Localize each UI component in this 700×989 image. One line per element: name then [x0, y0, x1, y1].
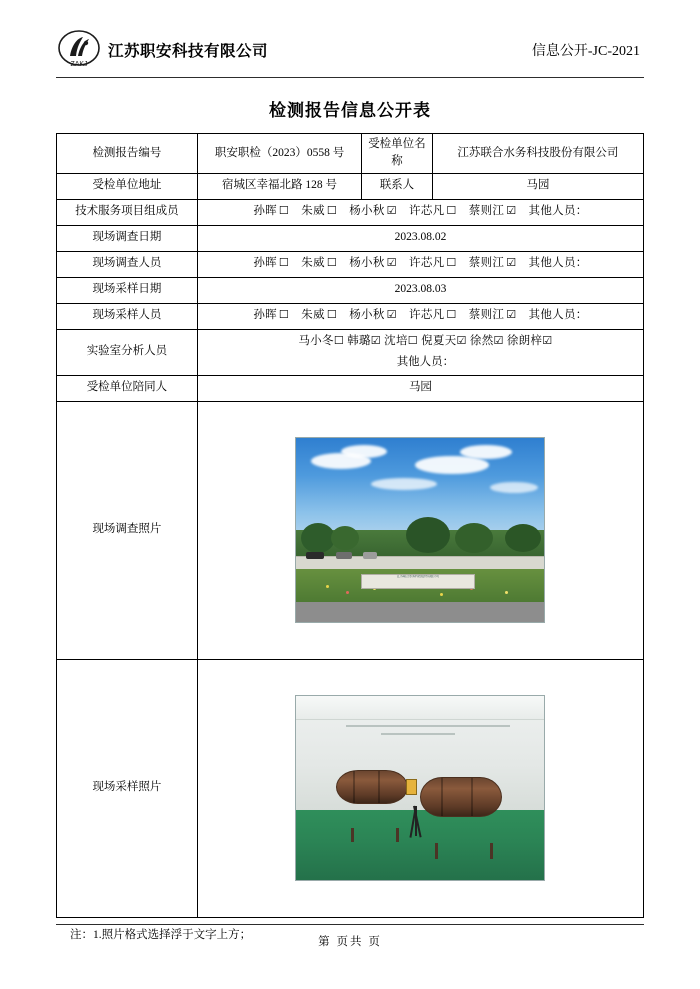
member-checkbox[interactable]: ☑: [506, 204, 517, 218]
member-checkbox[interactable]: ☐: [326, 256, 338, 270]
page-footer: 第 页共 页: [56, 924, 644, 949]
member-checkbox[interactable]: ☑: [493, 334, 504, 348]
document-code: 信息公开-JC-2021: [531, 43, 640, 59]
member-checkbox[interactable]: ☐: [446, 308, 457, 322]
contact-label: 联系人: [362, 173, 432, 199]
page-title: 检测报告信息公开表: [269, 101, 431, 120]
member-name: 杨小秋: [349, 309, 385, 322]
member-name: 韩璐: [347, 335, 371, 348]
member-checkbox[interactable]: ☑: [506, 308, 517, 322]
lab-staff-members: [197, 329, 643, 375]
member-checkbox[interactable]: ☐: [278, 308, 290, 322]
sampling-staff-members: [197, 303, 643, 329]
escort-label: 受检单位陪同人: [57, 375, 198, 401]
company-name: 江苏职安科技有限公司: [108, 42, 269, 60]
table-row: [57, 251, 644, 277]
survey-photo-image: [295, 437, 545, 623]
member-checkbox[interactable]: ☑: [456, 334, 467, 348]
table-row: [57, 173, 644, 199]
member-checkbox[interactable]: ☐: [446, 256, 457, 270]
member-name: 马小冬: [298, 335, 334, 348]
company-logo-icon: [56, 30, 102, 70]
member-name: 杨小秋: [349, 257, 385, 270]
member-name: 孙晖: [253, 309, 277, 322]
member-name: 朱威: [301, 257, 325, 270]
client-name-value: 江苏联合水务科技股份有限公司: [432, 134, 643, 174]
member-name: 蔡则江: [468, 257, 505, 270]
survey-staff-members: [197, 251, 643, 277]
member-checkbox[interactable]: ☐: [278, 256, 290, 270]
table-row: [57, 329, 644, 375]
svg-text:ZAKJ: ZAKJ: [70, 60, 88, 68]
member-other-label: 其他人员：: [528, 257, 588, 270]
lab-staff-label: 实验室分析人员: [57, 329, 198, 375]
member-name: 徐朗梓: [506, 335, 543, 348]
survey-date-label: 现场调查日期: [57, 225, 198, 251]
member-checkbox[interactable]: ☐: [333, 334, 344, 348]
tech-team-label: 技术服务项目组成员: [57, 199, 198, 225]
tech-team-members: [197, 199, 643, 225]
page-header: [56, 26, 644, 78]
survey-photo-caption: 江苏联合水务科技股份有限公司: [361, 574, 475, 589]
member-name: 倪夏天: [421, 335, 457, 348]
table-row: [57, 303, 644, 329]
sampling-date-value: 2023.08.03: [197, 277, 643, 303]
member-name: 蔡则江: [468, 205, 505, 218]
member-name: 朱威: [301, 205, 325, 218]
member-checkbox[interactable]: ☑: [542, 334, 553, 348]
header-left: [56, 30, 268, 70]
member-checkbox[interactable]: ☐: [326, 308, 338, 322]
survey-photo-cell: [197, 401, 643, 659]
member-name: 许芯凡: [409, 309, 445, 322]
sampling-staff-label: 现场采样人员: [57, 303, 198, 329]
member-checkbox[interactable]: ☑: [506, 256, 517, 270]
sampling-photo-label: 现场采样照片: [57, 659, 198, 917]
table-row: [57, 659, 644, 917]
member-checkbox[interactable]: ☐: [407, 334, 418, 348]
survey-date-value: 2023.08.02: [197, 225, 643, 251]
member-checkbox[interactable]: ☑: [370, 334, 381, 348]
member-checkbox[interactable]: ☑: [386, 308, 397, 322]
table-row: [57, 134, 644, 174]
member-name: 孙晖: [253, 205, 277, 218]
member-checkbox[interactable]: ☑: [386, 204, 397, 218]
member-name: 孙晖: [253, 257, 277, 270]
member-name: 蔡则江: [468, 309, 505, 322]
client-address-label: 受检单位地址: [57, 173, 198, 199]
survey-photo-label: 现场调查照片: [57, 401, 198, 659]
member-name: 许芯凡: [409, 205, 445, 218]
member-other-label: 其他人员：: [528, 205, 588, 218]
sampling-photo-image: [295, 695, 545, 881]
footnote: 注：1.照片格式选择浮于文字上方；: [70, 928, 252, 941]
table-row: [57, 199, 644, 225]
member-other-label: 其他人员：: [528, 309, 588, 322]
table-row: [57, 225, 644, 251]
member-checkbox[interactable]: ☐: [326, 204, 338, 218]
member-name: 徐然: [469, 335, 494, 348]
member-checkbox[interactable]: ☐: [278, 204, 290, 218]
sampling-date-label: 现场采样日期: [57, 277, 198, 303]
table-row: [57, 277, 644, 303]
report-info-table: [56, 133, 644, 918]
escort-value: 马园: [197, 375, 643, 401]
member-name: 朱威: [301, 309, 325, 322]
table-row: [57, 401, 644, 659]
survey-staff-label: 现场调查人员: [57, 251, 198, 277]
client-address-value: 宿城区幸福北路 128 号: [197, 173, 361, 199]
member-name: 杨小秋: [349, 205, 385, 218]
table-row: [57, 375, 644, 401]
report-no-value: 职安职检（2023）0558 号: [197, 134, 361, 174]
member-checkbox[interactable]: ☐: [446, 204, 457, 218]
sampling-photo-cell: [197, 659, 643, 917]
report-no-label: 检测报告编号: [57, 134, 198, 174]
client-name-label: 受检单位名称: [362, 134, 432, 174]
member-name: 许芯凡: [409, 257, 445, 270]
lab-other-label: 其他人员：: [396, 355, 455, 368]
contact-value: 马园: [432, 173, 643, 199]
member-checkbox[interactable]: ☑: [386, 256, 397, 270]
member-name: 沈培: [384, 335, 408, 348]
